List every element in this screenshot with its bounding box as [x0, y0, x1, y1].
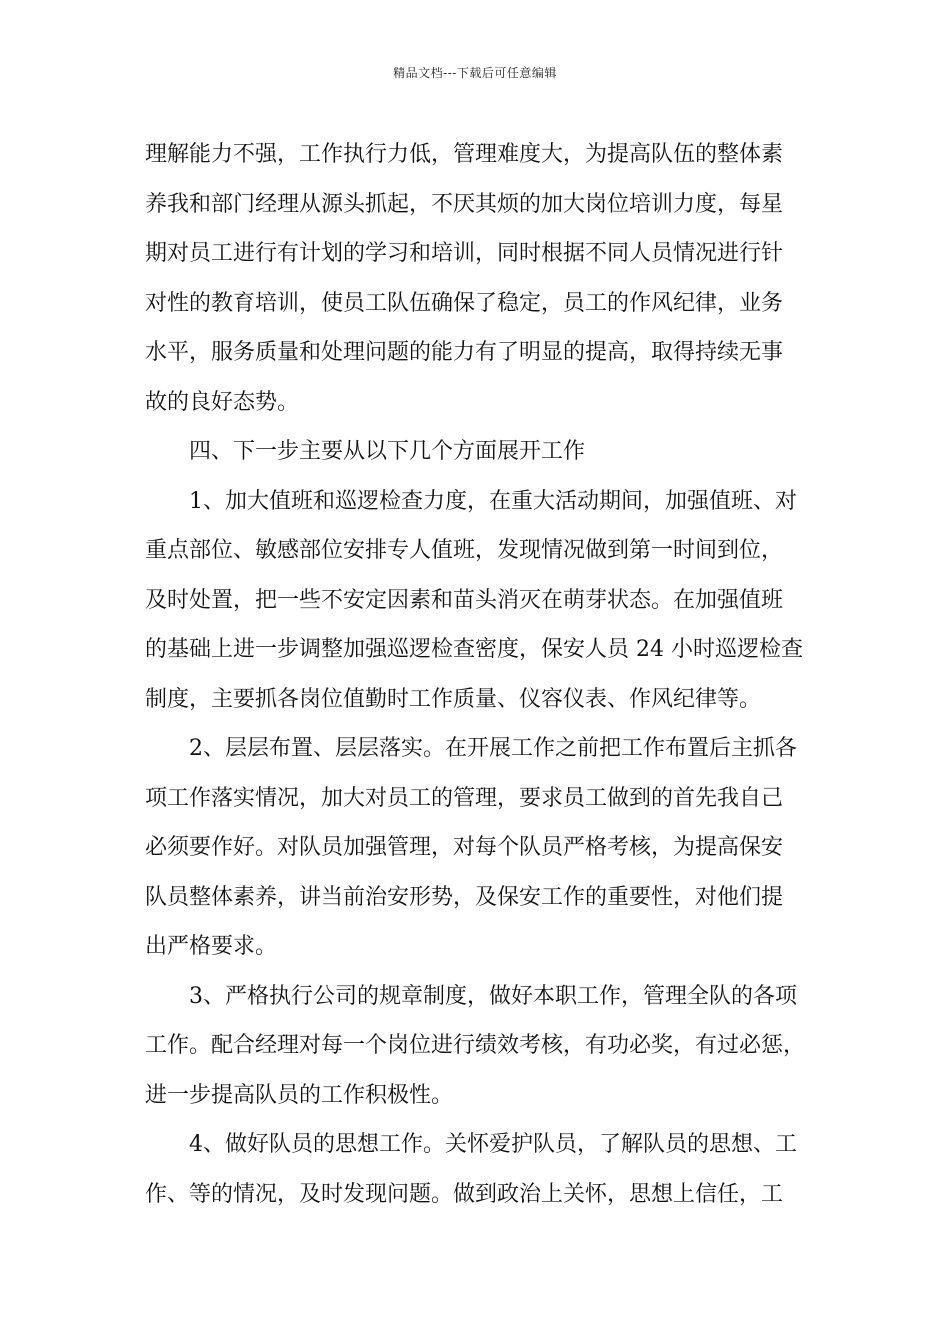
- text-line: 理解能力不强，工作执行力低，管理难度大，为提高队伍的整体素: [145, 142, 784, 167]
- text-line: 及时处置，把一些不安定因素和苗头消灭在萌芽状态。在加强值班: [145, 587, 784, 613]
- text-line: 4、做好队员的思想工作。关怀爱护队员，了解队员的思想、工: [189, 1132, 797, 1157]
- text-line: 进一步提高队员的工作积极性。: [145, 1082, 454, 1108]
- text-line: 对性的教育培训，使员工队伍确保了稳定，员工的作风纪律，业务: [145, 290, 784, 316]
- text-line: 项工作落实情况，加大对员工的管理，要求员工做到的首先我自己: [145, 785, 784, 811]
- text-line: 故的良好态势。: [145, 389, 300, 415]
- text-line: 2、层层布置、层层落实。在开展工作之前把工作布置后主抓各: [189, 736, 797, 761]
- text-line: 水平，服务质量和处理问题的能力有了明显的提高，取得持续无事: [145, 340, 784, 365]
- text-line: 重点部位、敏感部位安排专人值班，发现情况做到第一时间到位，: [145, 538, 784, 563]
- section-heading: 四、下一步主要从以下几个方面展开工作: [189, 439, 586, 464]
- page-header: 精品文档---下载后可任意编辑: [393, 66, 557, 80]
- text-line: 队员整体素养，讲当前治安形势，及保安工作的重要性，对他们提: [145, 884, 784, 910]
- text-line: 3、严格执行公司的规章制度，做好本职工作，管理全队的各项: [189, 983, 797, 1009]
- text-line: 工作。配合经理对每一个岗位进行绩效考核，有功必奖，有过必惩，: [145, 1033, 806, 1058]
- text-line: 1、加大值班和巡逻检查力度，在重大活动期间，加强值班、对: [189, 488, 797, 514]
- text-line: 的基础上进一步调整加强巡逻检查密度，保安人员 24 小时巡逻检查: [145, 637, 803, 662]
- document-body: [145, 130, 807, 1219]
- text-line: 养我和部门经理从源头抓起，不厌其烦的加大岗位培训力度，每星: [145, 191, 784, 217]
- text-line: 期对员工进行有计划的学习和培训，同时根据不同人员情况进行针: [145, 241, 784, 266]
- text-line: 出严格要求。: [145, 934, 278, 959]
- text-line: 制度，主要抓各岗位值勤时工作质量、仪容仪表、作风纪律等。: [145, 686, 762, 712]
- text-line: 作、等的情况，及时发现问题。做到政治上关怀，思想上信任，工: [145, 1181, 784, 1207]
- text-line: 必须要作好。对队员加强管理，对每个队员严格考核，为提高保安: [145, 835, 784, 860]
